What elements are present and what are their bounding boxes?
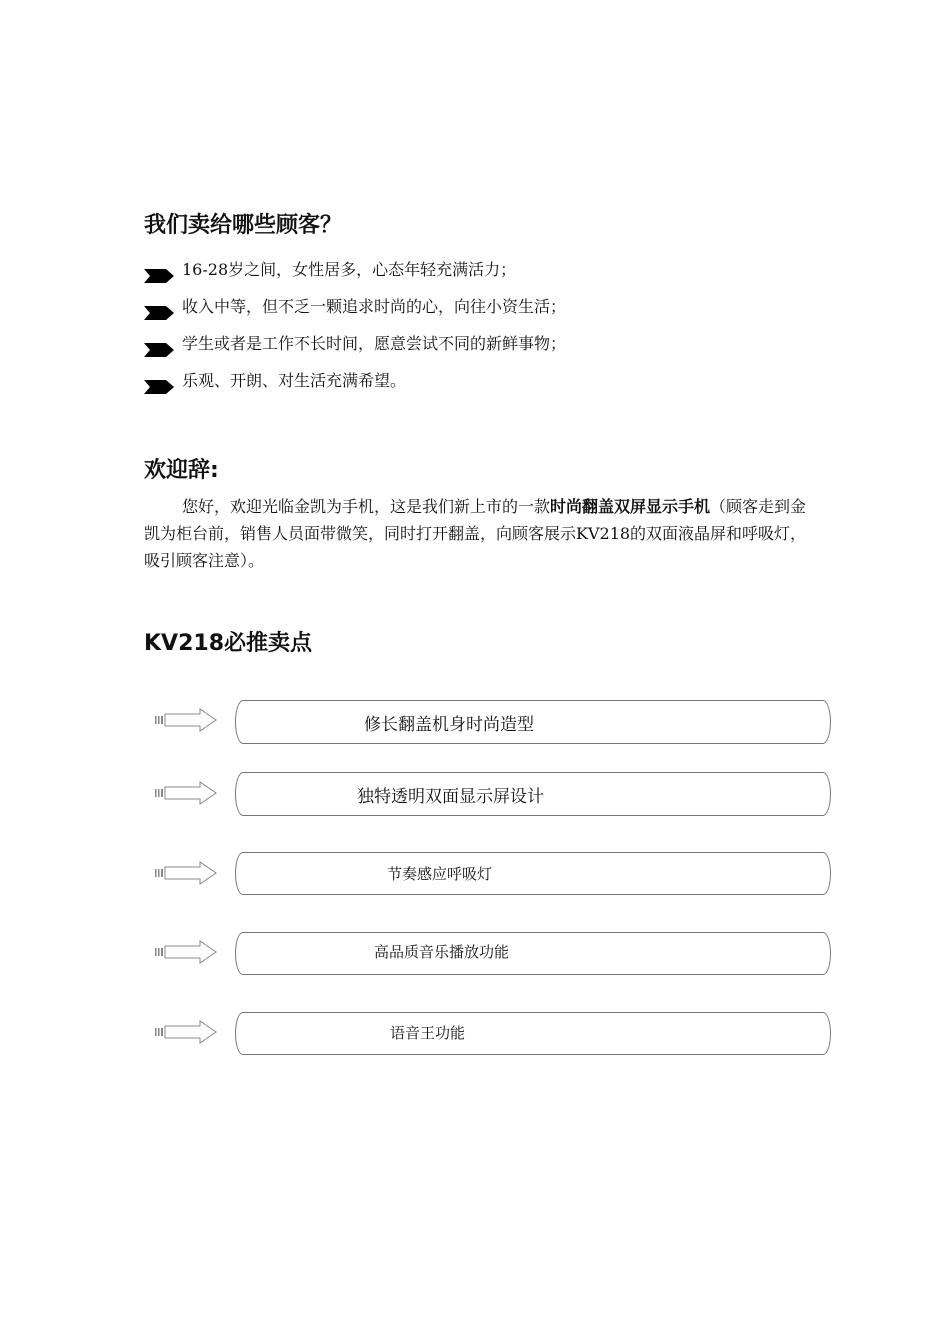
selling-point-box (235, 772, 831, 816)
arrow-bullet-icon (144, 343, 174, 357)
selling-point-row (150, 931, 834, 977)
arrow-bullet-icon (144, 306, 174, 320)
selling-point-row (150, 698, 834, 746)
list-item (144, 251, 566, 288)
list-item (144, 325, 566, 362)
list-item (144, 362, 566, 399)
selling-point-label: 节奏感应呼吸灯 (387, 865, 493, 883)
list-item-text: 学生或者是工作不长时间，愿意尝试不同的新鲜事物； (182, 333, 567, 353)
selling-point-row (150, 770, 834, 818)
welcome-paragraph (144, 493, 812, 574)
selling-points-heading: KV218必推卖点 (144, 631, 312, 656)
striped-arrow-icon (152, 940, 218, 964)
striped-arrow-icon (152, 861, 218, 885)
selling-point-label: 高品质音乐播放功能 (374, 943, 510, 961)
striped-arrow-icon (152, 708, 218, 732)
welcome-bold-phrase: 时尚翻盖双屏显示手机 (550, 497, 711, 516)
selling-point-label: 语音王功能 (390, 1024, 466, 1042)
selling-point-box (235, 1012, 831, 1055)
striped-arrow-icon (152, 1020, 218, 1044)
selling-point-row (150, 851, 834, 897)
arrow-bullet-icon (144, 269, 174, 283)
customers-heading: 我们卖给哪些顾客？ (144, 213, 343, 238)
arrow-bullet-icon (144, 380, 174, 394)
welcome-text-before: 您好，欢迎光临金凯为手机，这是我们新上市的一款 (182, 497, 551, 516)
list-item-text: 乐观、开朗、对生活充满希望。 (182, 370, 407, 390)
list-item-text: 收入中等，但不乏一颗追求时尚的心，向往小资生活； (182, 296, 567, 316)
welcome-text-after: （顾客走到金凯为柜台前，销售人员面带微笑，同时打开翻盖，向顾客展示KV218的双面液晶屏和呼吸灯，吸引顾客注意）。 (144, 497, 807, 570)
welcome-heading: 欢迎辞: (144, 458, 219, 483)
customer-list (144, 251, 566, 399)
selling-point-box (235, 852, 831, 895)
selling-point-box (235, 700, 831, 744)
list-item (144, 288, 566, 325)
selling-point-label: 修长翻盖机身时尚造型 (364, 715, 534, 735)
list-item-text: 16-28岁之间，女性居多，心态年轻充满活力； (182, 259, 517, 279)
selling-point-row (150, 1011, 834, 1057)
striped-arrow-icon (152, 781, 218, 805)
selling-point-label: 独特透明双面显示屏设计 (357, 787, 544, 807)
selling-point-box (235, 932, 831, 975)
